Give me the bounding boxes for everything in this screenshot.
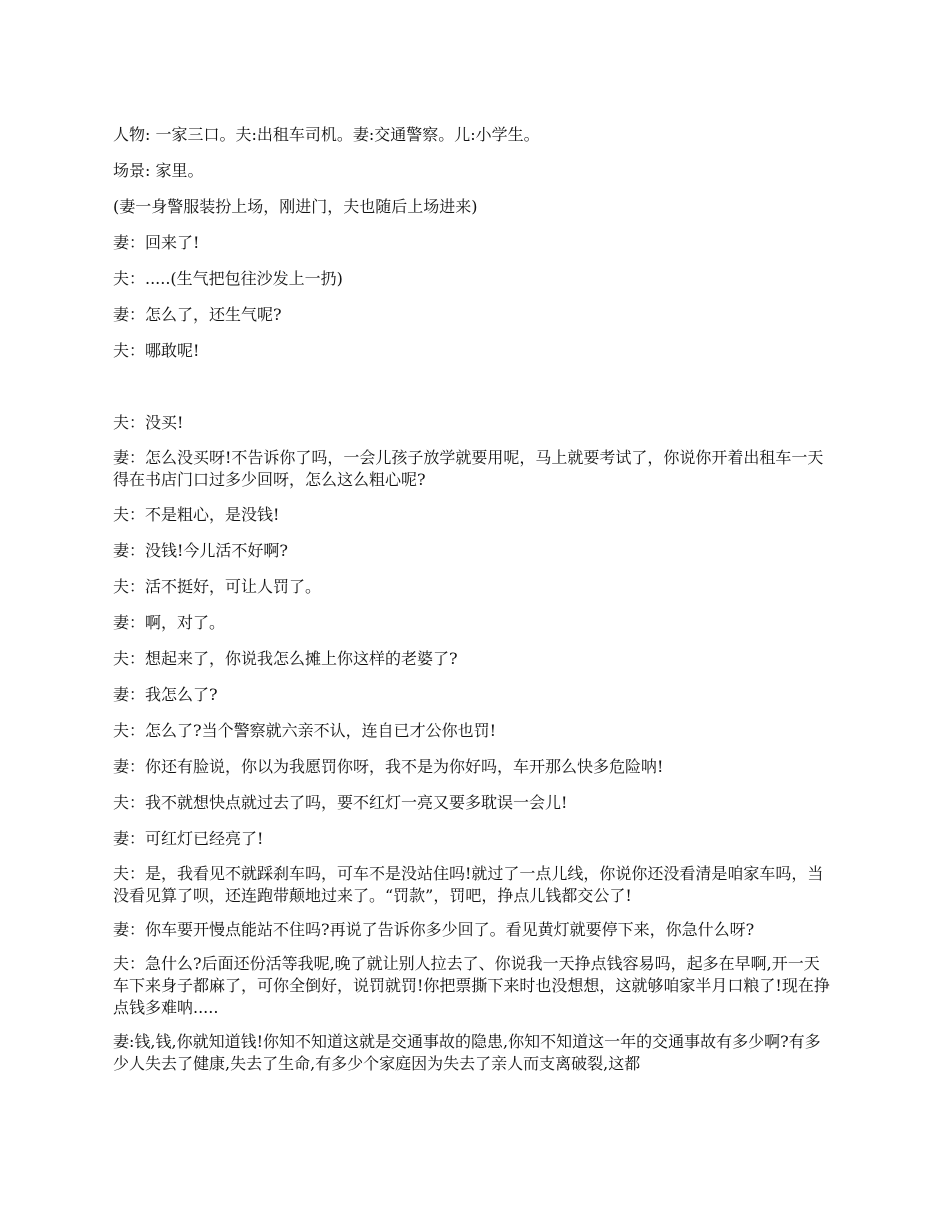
dialogue-line: 夫：.....(生气把包往沙发上一扔) — [113, 269, 343, 288]
dialogue-line: 夫：我不就想快点就过去了吗，要不红灯一亮又要多耽误一会儿! — [113, 793, 568, 812]
dialogue-line: 妻：怎么了，还生气呢? — [113, 305, 282, 324]
dialogue-line: 夫：哪敢呢! — [113, 341, 200, 360]
dialogue-line: 夫：急什么?后面还份活等我呢,晚了就让别人拉去了、你说我一天挣点钱容易吗，起多在早啊,开一天车下来身子都麻了，可你全倒好，说罚就罚!你把票撕下来时也没想想，这就够咱家半月口粮了!现在挣点钱多难呐..... — [113, 954, 830, 1017]
dialogue-line: 妻：我怎么了? — [113, 685, 218, 704]
dialogue-line: 夫：怎么了?当个警察就六亲不认，连自已才公你也罚! — [113, 721, 497, 740]
dialogue-line: 妻：回来了! — [113, 233, 200, 252]
dialogue-line: 夫：想起来了，你说我怎么摊上你这样的老婆了? — [113, 649, 458, 668]
dialogue-line: 妻：你车要开慢点能站不住吗?再说了告诉你多少回了。看见黄灯就要停下来，你急什么呀? — [113, 920, 755, 939]
scene-line: 场景: 家里。 — [113, 161, 204, 180]
document-page — [113, 123, 833, 1087]
dialogue-line: 妻：怎么没买呀!不告诉你了吗，一会儿孩子放学就要用呢，马上就要考试了，你说你开着出租车一天得在书店门口过多少回呀，怎么这么粗心呢? — [113, 448, 824, 489]
dialogue-line: 夫：活不挺好，可让人罚了。 — [113, 577, 322, 596]
stage-direction: (妻一身警服装扮上场，刚进门，夫也随后上场进来) — [113, 197, 478, 216]
dialogue-line: 夫：是，我看见不就踩刹车吗，可车不是没站住吗!就过了一点儿线，你说你还没看清是咱家车吗，当没看见算了呗，还连跑带颠地过来了。“罚款”，罚吧，挣点儿钱都交公了! — [113, 864, 824, 905]
dialogue-line: 妻:钱,钱,你就知道钱!你知不知道这就是交通事故的隐患,你知不知道这一年的交通事故有多少啊?有多少人失去了健康,失去了生命,有多少个家庭因为失去了亲人而支离破裂,这都 — [113, 1032, 821, 1073]
dialogue-line: 妻：你还有脸说，你以为我愿罚你呀，我不是为你好吗，车开那么快多危险呐! — [113, 757, 664, 776]
dialogue-line: 妻：可红灯已经亮了! — [113, 829, 264, 848]
dialogue-line: 妻：没钱!今儿活不好啊? — [113, 541, 289, 560]
dialogue-line: 夫：不是粗心，是没钱! — [113, 505, 280, 524]
dialogue-line: 妻：啊，对了。 — [113, 613, 226, 632]
cast-line: 人物: 一家三口。夫:出租车司机。妻:交通警察。儿:小学生。 — [113, 125, 540, 144]
dialogue-line: 夫：没买! — [113, 413, 184, 432]
